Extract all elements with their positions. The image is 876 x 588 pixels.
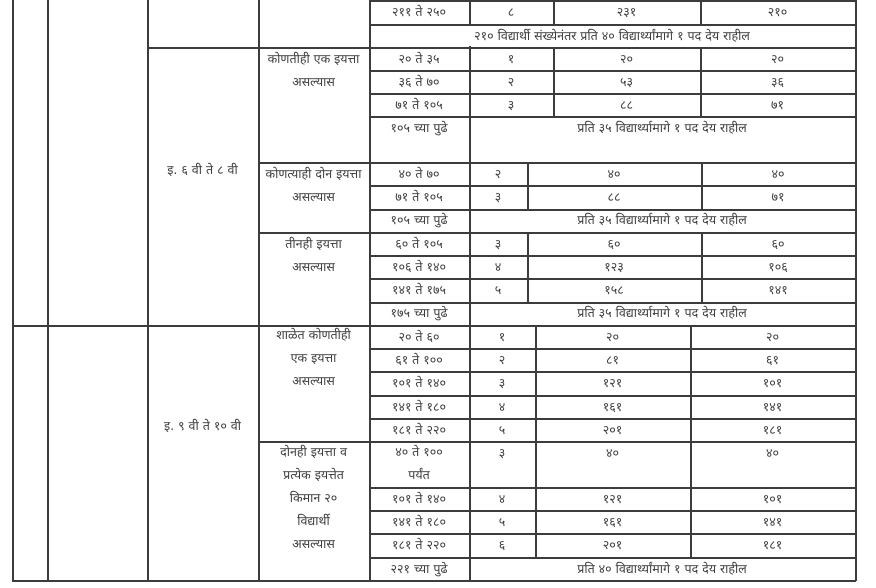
posts-cell: ४ xyxy=(498,491,506,506)
value-cell: १४१ xyxy=(768,282,788,297)
row-divider xyxy=(369,557,856,559)
range-cell: ४० ते १०० पर्यंत xyxy=(395,444,443,482)
note-cell: २१० विद्यार्थी संख्येनंतर प्रति ४० विद्यार्थ्यांमागे १ पद देय राहील xyxy=(474,28,750,43)
value-cell: ३६ xyxy=(770,74,784,89)
value-cell: ६० xyxy=(607,236,621,251)
range-cell: ६१ ते १०० xyxy=(395,352,443,367)
note-cell: प्रति ३५ विद्यार्थ्यामागे १ पद देय राहील xyxy=(577,305,747,320)
posts-cell: २ xyxy=(498,352,506,367)
note-cell: प्रति ३५ विद्यार्थ्यामागे १ पद देय राहील xyxy=(577,212,747,227)
value-cell: ६१ xyxy=(765,352,779,367)
range-cell: १०५ च्या पुढे xyxy=(390,120,448,135)
posts-cell: ४ xyxy=(498,399,506,414)
row-divider xyxy=(369,302,856,304)
value-cell: १०१ xyxy=(762,375,783,390)
value-cell: २१० xyxy=(767,4,788,19)
value-cell: १२१ xyxy=(602,491,623,506)
value-cell: ५३ xyxy=(619,74,633,89)
posts-cell: ५ xyxy=(498,514,506,529)
condition-label: तीनही इयत्ता असल्यास xyxy=(285,236,342,274)
posts-cell: ८ xyxy=(507,4,515,19)
value-cell: १५८ xyxy=(604,282,624,297)
range-cell: १४१ ते १८० xyxy=(391,514,447,529)
note-cell: प्रति ३५ विद्यार्थ्यामागे १ पद देय राहील xyxy=(577,120,747,135)
posts-cell: १ xyxy=(507,51,515,66)
range-cell: १०५ च्या पुढे xyxy=(390,212,448,227)
value-cell: २०१ xyxy=(602,422,623,437)
value-cell: ४० xyxy=(607,166,621,181)
value-cell: ४० xyxy=(771,166,785,181)
posts-cell: ३ xyxy=(494,236,502,251)
posts-cell: २ xyxy=(494,166,502,181)
condition-label: शाळेत कोणतीही एक इयत्ता असल्यास xyxy=(276,327,351,388)
row-divider xyxy=(369,185,856,187)
posts-cell: ५ xyxy=(494,282,502,297)
value-cell: ८८ xyxy=(607,189,621,204)
row-divider xyxy=(369,395,856,397)
bottom-border xyxy=(12,580,856,582)
value-cell: ७१ xyxy=(770,97,784,112)
value-cell: १६१ xyxy=(602,399,623,414)
value-cell: २०१ xyxy=(602,537,623,552)
row-divider xyxy=(369,24,856,26)
range-cell: १४१ ते १८० xyxy=(391,399,447,414)
row-divider xyxy=(369,533,856,535)
value-cell: ६० xyxy=(771,236,785,251)
section-divider xyxy=(12,325,856,327)
posts-cell: ३ xyxy=(498,445,506,460)
posts-cell: ४ xyxy=(494,259,502,274)
range-cell: ४० ते ७० xyxy=(398,166,440,181)
section-divider xyxy=(147,47,856,49)
row-divider xyxy=(369,116,856,118)
range-cell: १८१ ते २२० xyxy=(391,537,447,552)
value-cell: १०१ xyxy=(762,491,783,506)
range-cell: १८१ ते २२० xyxy=(391,422,447,437)
value-cell: ८८ xyxy=(619,97,633,112)
range-cell: ७१ ते १०५ xyxy=(395,189,443,204)
row-divider xyxy=(369,487,856,489)
value-cell: १४१ xyxy=(762,399,783,414)
row-divider xyxy=(369,255,856,257)
value-cell: २० xyxy=(770,51,784,66)
range-cell: १०६ ते १४० xyxy=(391,259,447,274)
value-cell: ८१ xyxy=(605,352,619,367)
column-border xyxy=(12,0,14,581)
range-cell: २११ ते २५० xyxy=(391,4,447,19)
value-cell: २० xyxy=(765,329,779,344)
row-divider xyxy=(369,371,856,373)
range-cell: १७५ च्या पुढे xyxy=(390,305,448,320)
row-divider xyxy=(369,209,856,211)
range-cell: ७१ ते १०५ xyxy=(395,97,443,112)
column-border xyxy=(47,0,49,581)
value-cell: ७१ xyxy=(771,189,785,204)
range-cell: १०१ ते १४० xyxy=(391,491,447,506)
condition-label: कोणत्याही दोन इयत्ता असल्यास xyxy=(265,166,362,204)
note-cell: प्रति ४० विद्यार्थ्यांमागे १ पद देय राहील xyxy=(577,561,747,576)
range-cell: २० ते ३५ xyxy=(398,51,440,66)
value-cell: २० xyxy=(619,51,633,66)
range-cell: ३६ ते ७० xyxy=(398,74,440,89)
value-cell: १०६ xyxy=(768,259,788,274)
grade-label: इ. ६ वी ते ८ वी xyxy=(167,162,238,177)
value-cell: १२३ xyxy=(604,259,624,274)
posts-cell: ३ xyxy=(498,375,506,390)
range-cell: १४१ ते १७५ xyxy=(391,282,447,297)
condition-label: कोणतीही एक इयत्ता असल्यास xyxy=(267,51,360,89)
condition-label: दोनही इयत्ता व प्रत्येक इयत्तेत किमान २० विद्यार्थी असल्यास xyxy=(280,444,347,551)
row-divider xyxy=(369,70,856,72)
column-border xyxy=(147,0,149,581)
row-divider xyxy=(369,93,856,95)
column-border xyxy=(855,0,857,581)
value-cell: १४१ xyxy=(762,514,783,529)
posts-cell: ३ xyxy=(507,97,515,112)
range-cell: १०१ ते १४० xyxy=(391,375,447,390)
value-cell: ४० xyxy=(605,445,619,460)
value-cell: १८१ xyxy=(762,537,783,552)
value-cell: ४० xyxy=(765,445,779,460)
range-cell: ६० ते १०५ xyxy=(395,236,443,251)
posts-cell: ३ xyxy=(494,189,502,204)
posts-cell: ६ xyxy=(498,537,506,552)
row-divider xyxy=(369,0,856,2)
value-cell: १२१ xyxy=(602,375,623,390)
row-divider xyxy=(369,510,856,512)
posts-cell: २ xyxy=(507,74,515,89)
value-cell: १८१ xyxy=(762,422,783,437)
range-cell: २२१ च्या पुढे xyxy=(390,561,448,576)
posts-cell: ५ xyxy=(498,422,506,437)
value-cell: २३१ xyxy=(616,4,637,19)
range-cell: २० ते ६० xyxy=(398,329,440,344)
row-divider xyxy=(369,278,856,280)
row-divider xyxy=(369,348,856,350)
posts-cell: १ xyxy=(498,329,506,344)
value-cell: २० xyxy=(605,329,619,344)
value-cell: १६१ xyxy=(602,514,623,529)
row-divider xyxy=(369,418,856,420)
grade-label: इ. ९ वी ते १० वी xyxy=(164,418,241,433)
